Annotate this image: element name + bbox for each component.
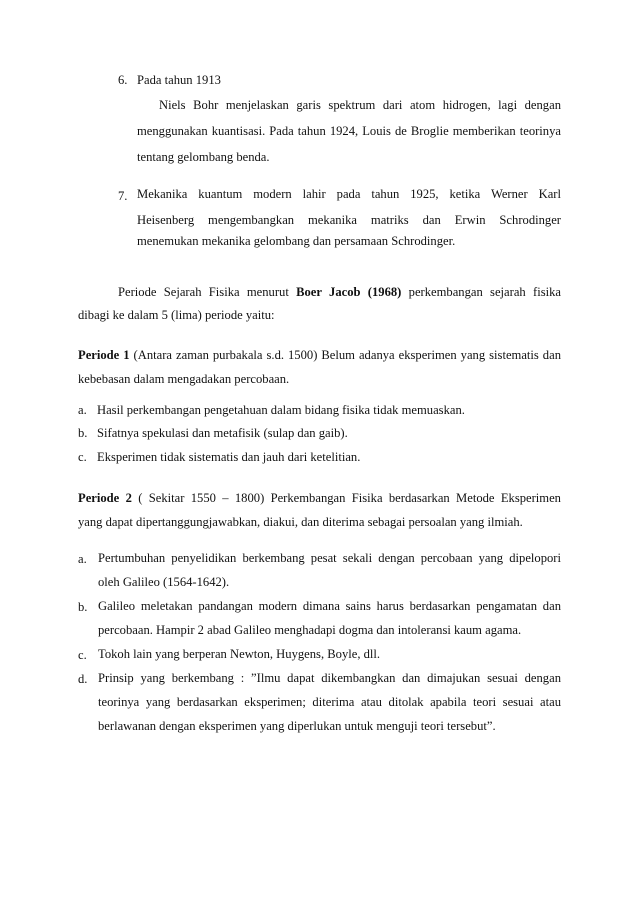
periode-2-label: Periode 2 [78,491,132,505]
periode-2-item-d-line-1: Prinsip yang berkembang : ”Ilmu dapat dikembangkan dan dimajukan sesuai dengan [98,671,561,685]
item-6-line-2: menggunakan kuantisasi. Pada tahun 1924, Louis de Broglie memberikan teorinya [137,124,561,138]
periode-2-line-2: yang dapat dipertanggungjawabkan, diakui, dan diterima sebagai persoalan yang ilmiah. [78,515,523,529]
item-6-heading: Pada tahun 1913 [137,73,221,87]
periode-1-line-2: kebebasan dalam mengadakan percobaan. [78,372,290,386]
periode-2-item-d-line-3: berlawanan dengan eksperimen yang diperlukan untuk menguji teori tersebut”. [98,719,496,733]
periode-2-item-a-letter: a. [78,552,87,566]
periode-2-line-1 [78,485,561,512]
periode-2-item-a-line-1: Pertumbuhan penyelidikan berkembang pesat sekali dengan percobaan yang dipelopori [98,551,561,565]
periode-1-line-1 [78,342,561,369]
item-7-line-2: Heisenberg mengembangkan mekanika matriks dan Erwin Schrodinger [137,213,561,227]
periode-1-item-a-letter: a. [78,403,87,417]
item-6-line-1: Niels Bohr menjelaskan garis spektrum dari atom hidrogen, lagi dengan [159,98,561,112]
intro-pre: Periode Sejarah Fisika menurut [118,285,297,299]
item-6-number: 6. [118,73,128,87]
periode-2-item-d-line-2: teorinya yang berdasarkan eksperimen; diterima atau ditolak apabila teori sesuai atau [98,695,561,709]
item-6-line-3: tentang gelombang benda. [137,150,270,164]
periode-1-label: Periode 1 [78,348,130,362]
intro-author: Boer Jacob (1968) [296,285,402,299]
intro-post: perkembangan sejarah fisika [401,285,561,299]
periode-2-item-b-line-2: percobaan. Hampir 2 abad Galileo menghadapi dogma dan intoleransi kaum agama. [98,623,522,637]
periode-2-item-a-line-2: oleh Galileo (1564-1642). [98,575,230,589]
periode-2-item-b-letter: b. [78,600,88,614]
periode-1-text: (Antara zaman purbakala s.d. 1500) Belum adanya eksperimen yang sistematis dan [129,348,561,362]
periode-1-item-c-text: Eksperimen tidak sistematis dan jauh dari ketelitian. [97,450,361,464]
periode-2-item-c-line-1: Tokoh lain yang berperan Newton, Huygens, Boyle, dll. [98,647,381,661]
periode-2-item-d-letter: d. [78,672,88,686]
item-7-line-3: menemukan mekanika gelombang dan persamaan Schrodinger. [137,234,456,248]
periode-1-item-a-text: Hasil perkembangan pengetahuan dalam bidang fisika tidak memuaskan. [97,403,465,417]
periode-2-item-b-line-1: Galileo meletakan pandangan modern dimana sains harus berdasarkan pengamatan dan [98,599,561,613]
item-7-line-1: Mekanika kuantum modern lahir pada tahun 1925, ketika Werner Karl [137,187,561,201]
periode-1-item-b-letter: b. [78,426,88,440]
item-7-number: 7. [118,189,128,203]
periode-1-item-b-text: Sifatnya spekulasi dan metafisik (sulap dan gaib). [97,426,348,440]
periode-1-item-c-letter: c. [78,450,87,464]
intro-line-2: dibagi ke dalam 5 (lima) periode yaitu: [78,308,275,322]
periode-2-item-c-letter: c. [78,648,87,662]
periode-2-text: ( Sekitar 1550 – 1800) Perkembangan Fisika berdasarkan Metode Eksperimen [131,491,561,505]
